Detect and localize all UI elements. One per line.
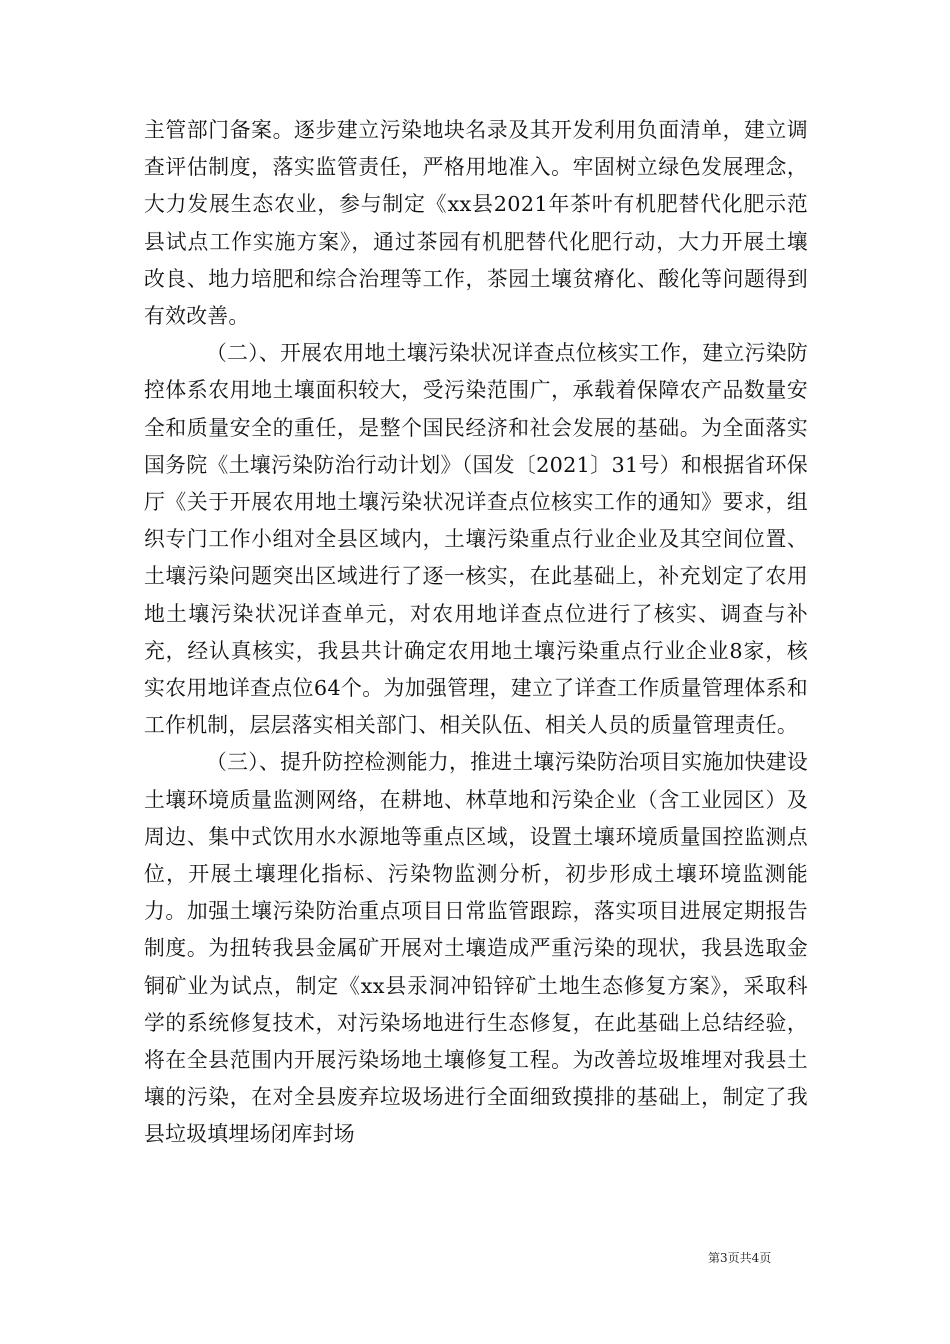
paragraph-section-2: （二）、开展农用地土壤污染状况详查点位核实工作，建立污染防控体系农用地土壤面积较大，受污染范围广，承载着保障农产品数量安全和质量安全的重任，是整个国民经济和社会发展的基础。为全面落实国务院《土壤污染防治行动计划》（国发〔2021〕31号）和根据省环保厅《关于开展农用地土壤污染状况详查点位核实工作的通知》要求，组织专门工作小组对全县区域内，土壤污染重点行业企业及其空间位置、土壤污染问题突出区域进行了逐一核实，在此基础上，补充划定了农用地土壤污染状况详查单元，对农用地详查点位进行了核实、调查与补充，经认真核实，我县共计确定农用地土壤污染重点行业企业8家，核实农用地详查点位64个。为加强管理，建立了详查工作质量管理体系和工作机制，层层落实相关部门、相关队伍、相关人员的质量管理责任。	[144, 341, 808, 738]
page-number-footer: 第3页共4页	[708, 1251, 772, 1265]
paragraph-section-3: （三）、提升防控检测能力，推进土壤污染防治项目实施加快建设土壤环境质量监测网络，在耕地、林草地和污染企业（含工业园区）及周边、集中式饮用水水源地等重点区域，设置土壤环境质量国控监测点位，开展土壤理化指标、污染物监测分析，初步形成土壤环境监测能力。加强土壤污染防治重点项目日常监管跟踪，落实项目进展定期报告制度。为扭转我县金属矿开展对土壤造成严重污染的现状，我县选取金铜矿业为试点，制定《xx县汞洞冲铅锌矿土地生态修复方案》，采取科学的系统修复技术，对污染场地进行生态修复，在此基础上总结经验，将在全县范围内开展污染场地土壤修复工程。为改善垃圾堆埋对我县土壤的污染，在对全县废弃垃圾场进行全面细致摸排的基础上，制定了我县垃圾填埋场闭库封场	[144, 750, 808, 1147]
paragraph-continued: 主管部门备案。逐步建立污染地块名录及其开发利用负面清单，建立调查评估制度，落实监管责任，严格用地准入。牢固树立绿色发展理念，大力发展生态农业，参与制定《xx县2021年茶叶有机肥替代化肥示范县试点工作实施方案》，通过茶园有机肥替代化肥行动，大力开展土壤改良、地力培肥和综合治理等工作，茶园土壤贫瘠化、酸化等问题得到有效改善。	[144, 118, 808, 329]
document-body	[144, 112, 808, 1154]
